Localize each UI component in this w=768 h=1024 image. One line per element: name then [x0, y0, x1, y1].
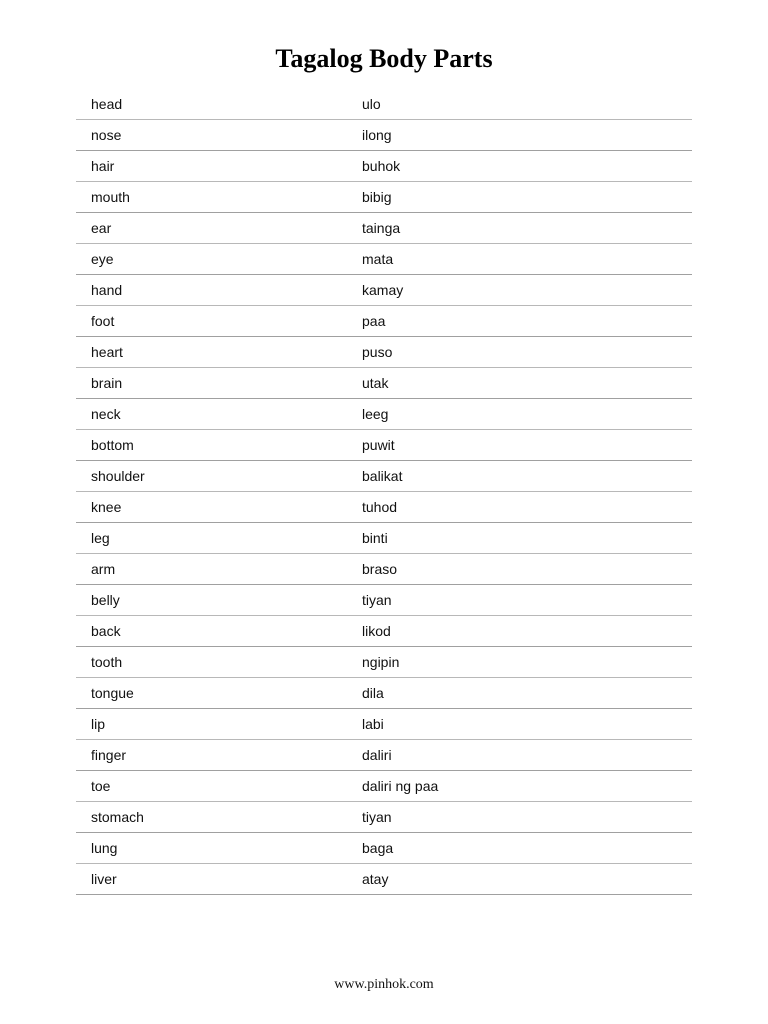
english-word: knee [91, 499, 122, 515]
table-row [76, 182, 692, 213]
tagalog-word: ngipin [362, 654, 400, 670]
english-word: liver [91, 871, 117, 887]
tagalog-word: tainga [362, 220, 401, 236]
table-row [76, 709, 692, 740]
table-row [76, 771, 692, 802]
page-title: Tagalog Body Parts [275, 44, 493, 73]
table-row [76, 492, 692, 523]
english-word: tongue [91, 685, 134, 701]
footer-url: www.pinhok.com [334, 977, 434, 992]
table-row [76, 89, 692, 120]
english-word: head [91, 96, 123, 112]
tagalog-word: kamay [362, 282, 404, 298]
english-word: leg [91, 530, 110, 546]
tagalog-word: tiyan [362, 592, 392, 608]
english-word: heart [91, 344, 123, 360]
tagalog-word: mata [362, 251, 394, 267]
tagalog-word: leeg [362, 406, 389, 422]
tagalog-word: daliri ng paa [362, 778, 439, 794]
table-row [76, 430, 692, 461]
tagalog-word: ulo [362, 96, 381, 112]
table-row [76, 337, 692, 368]
english-word: toe [91, 778, 111, 794]
english-word: bottom [91, 437, 134, 453]
tagalog-word: balikat [362, 468, 403, 484]
table-row [76, 585, 692, 616]
table-row [76, 461, 692, 492]
english-word: mouth [91, 189, 130, 205]
tagalog-word: baga [362, 840, 394, 856]
table-row [76, 616, 692, 647]
english-word: back [91, 623, 121, 639]
english-word: nose [91, 127, 122, 143]
tagalog-word: bibig [362, 189, 392, 205]
english-word: shoulder [91, 468, 145, 484]
english-word: foot [91, 313, 115, 329]
tagalog-word: buhok [362, 158, 401, 174]
english-word: neck [91, 406, 121, 422]
table-row [76, 244, 692, 275]
tagalog-word: tiyan [362, 809, 392, 825]
table-row [76, 399, 692, 430]
english-word: stomach [91, 809, 144, 825]
tagalog-word: braso [362, 561, 398, 577]
table-row [76, 554, 692, 585]
table-row [76, 306, 692, 337]
tagalog-word: puso [362, 344, 393, 360]
table-row [76, 368, 692, 399]
tagalog-word: utak [362, 375, 389, 391]
table-row [76, 523, 692, 554]
tagalog-word: dila [362, 685, 384, 701]
tagalog-word: daliri [362, 747, 392, 763]
english-word: lip [91, 716, 106, 732]
table-row [76, 275, 692, 306]
tagalog-word: binti [362, 530, 388, 546]
table-row [76, 120, 692, 151]
table-row [76, 802, 692, 833]
english-word: hand [91, 282, 123, 298]
tagalog-word: tuhod [362, 499, 398, 515]
table-row [76, 213, 692, 244]
table-row [76, 864, 692, 895]
english-word: arm [91, 561, 116, 577]
table-row [76, 151, 692, 182]
table-row [76, 647, 692, 678]
english-word: lung [91, 840, 118, 856]
english-word: belly [91, 592, 120, 608]
tagalog-word: atay [362, 871, 389, 887]
english-word: tooth [91, 654, 123, 670]
table-row [76, 740, 692, 771]
vocabulary-table [76, 89, 692, 895]
english-word: hair [91, 158, 115, 174]
english-word: eye [91, 251, 114, 267]
tagalog-word: ilong [362, 127, 392, 143]
tagalog-word: paa [362, 313, 386, 329]
tagalog-word: likod [362, 623, 391, 639]
tagalog-word: puwit [362, 437, 395, 453]
english-word: finger [91, 747, 127, 763]
tagalog-word: labi [362, 716, 384, 732]
table-row [76, 833, 692, 864]
english-word: brain [91, 375, 123, 391]
english-word: ear [91, 220, 112, 236]
table-row [76, 678, 692, 709]
